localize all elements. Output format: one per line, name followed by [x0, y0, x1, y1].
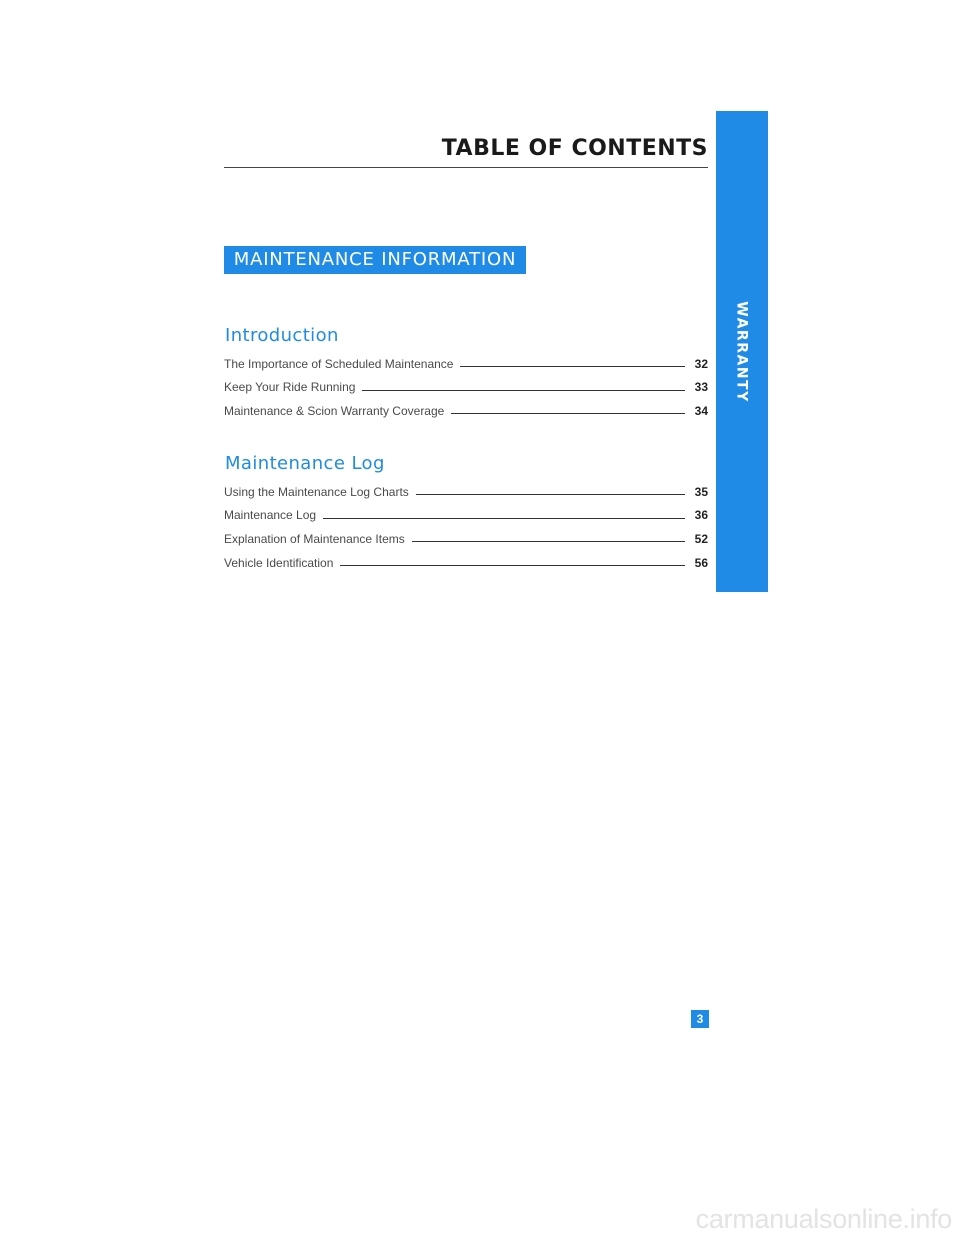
toc-entry-page: 33	[694, 380, 708, 395]
toc-entry[interactable]	[224, 399, 708, 423]
toc-entry[interactable]	[224, 352, 708, 376]
toc-leader-line	[451, 413, 685, 414]
header-divider	[224, 167, 708, 168]
page-number-badge: 3	[691, 1010, 709, 1028]
toc-leader-line	[323, 518, 685, 519]
toc-entry-page: 56	[694, 555, 708, 570]
toc-entry[interactable]	[224, 480, 708, 504]
toc-entry-label: Maintenance & Scion Warranty Coverage	[224, 403, 445, 418]
section-heading-introduction: Introduction	[225, 325, 339, 346]
toc-entry-label: Vehicle Identification	[224, 555, 334, 570]
toc-list-introduction	[224, 352, 708, 423]
section-banner: MAINTENANCE INFORMATION	[224, 246, 526, 274]
side-tab-label-wrapper	[716, 111, 768, 592]
toc-leader-line	[412, 541, 685, 542]
toc-leader-line	[340, 565, 685, 566]
toc-entry[interactable]	[224, 527, 708, 551]
toc-entry-page: 34	[694, 403, 708, 418]
toc-entry[interactable]	[224, 504, 708, 528]
toc-entry-page: 36	[694, 508, 708, 523]
toc-entry-label: Explanation of Maintenance Items	[224, 531, 405, 546]
toc-entry-label: Keep Your Ride Running	[224, 380, 356, 395]
section-heading-maintenance-log: Maintenance Log	[225, 453, 385, 474]
toc-entry-label: The Importance of Scheduled Maintenance	[224, 356, 454, 371]
toc-entry[interactable]	[224, 376, 708, 400]
toc-entry-label: Maintenance Log	[224, 508, 317, 523]
side-tab-label: WARRANTY	[734, 300, 751, 403]
toc-entry[interactable]	[224, 551, 708, 575]
toc-entry-page: 32	[694, 356, 708, 371]
toc-entry-page: 35	[694, 484, 708, 499]
watermark-text: carmanualsonline.info	[695, 1204, 952, 1234]
toc-leader-line	[416, 494, 685, 495]
toc-entry-label: Using the Maintenance Log Charts	[224, 484, 409, 499]
page-title: TABLE OF CONTENTS	[441, 136, 708, 161]
toc-entry-page: 52	[694, 531, 708, 546]
toc-list-maintenance-log	[224, 480, 708, 574]
toc-leader-line	[460, 366, 685, 367]
toc-leader-line	[362, 390, 685, 391]
